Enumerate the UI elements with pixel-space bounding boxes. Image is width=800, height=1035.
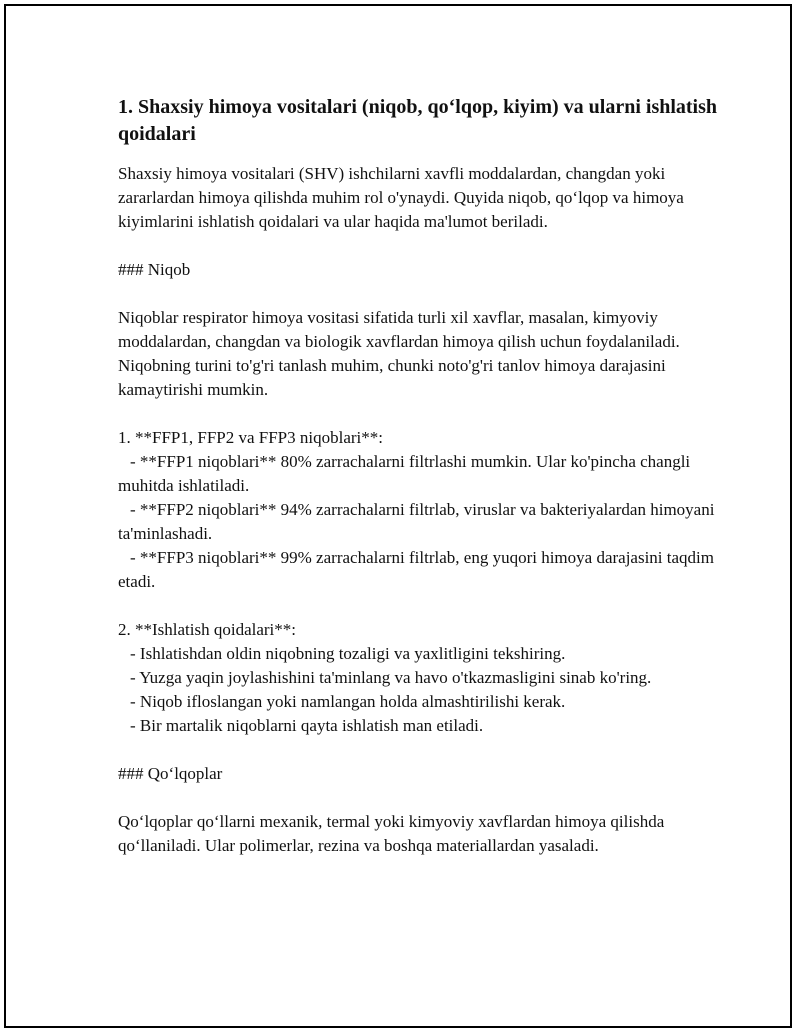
- list1-item: - **FFP1 niqoblari** 80% zarrachalarni filtrlashi mumkin. Ular ko'pincha changli muhitda ishlatiladi.: [118, 452, 691, 495]
- list2-heading: 2. **Ishlatish qoidalari**:: [118, 620, 297, 639]
- section-qolqop-heading: ### Qo‘lqoplar: [118, 764, 223, 783]
- document-title: 1. Shaxsiy himoya vositalari (niqob, qo‘lqop, kiyim) va ularni ishlatish qoidalari: [118, 96, 718, 145]
- intro-paragraph: Shaxsiy himoya vositalari (SHV) ishchilarni xavfli moddalardan, changdan yoki zararlardan himoya qilishda muhim rol o'ynaydi. Quyida niqob, qo‘lqop va himoya kiyimlarini ishlatish qoidalari va ular haqida ma'lumot beriladi.: [118, 164, 684, 231]
- list2-item: - Yuzga yaqin joylashishini ta'minlang va havo o'tkazmasligini sinab ko'ring.: [130, 668, 652, 687]
- list1-item: - **FFP3 niqoblari** 99% zarrachalarni filtrlab, eng yuqori himoya darajasini taqdim etadi.: [118, 548, 714, 591]
- list2-item: - Ishlatishdan oldin niqobning tozaligi va yaxlitligini tekshiring.: [130, 644, 566, 663]
- section-niqob-heading: ### Niqob: [118, 260, 191, 279]
- document-body: [118, 94, 718, 858]
- list1-item: - **FFP2 niqoblari** 94% zarrachalarni filtrlab, viruslar va bakteriyalardan himoyani ta'minlashadi.: [118, 500, 715, 543]
- list2-item: - Bir martalik niqoblarni qayta ishlatish man etiladi.: [130, 716, 484, 735]
- section-qolqop-paragraph: Qo‘lqoplar qo‘llarni mexanik, termal yoki kimyoviy xavflardan himoya qilishda qo‘llaniladi. Ular polimerlar, rezina va boshqa materiallardan yasaladi.: [118, 812, 665, 855]
- section-niqob-paragraph: Niqoblar respirator himoya vositasi sifatida turli xil xavflar, masalan, kimyoviy moddalardan, changdan va biologik xavflardan himoya qilish uchun foydalaniladi. Niqobning turini to'g'ri tanlash muhim, chunki noto'g'ri tanlov himoya darajasini kamaytirishi mumkin.: [118, 308, 680, 399]
- list2-item: - Niqob ifloslangan yoki namlangan holda almashtirilishi kerak.: [130, 692, 566, 711]
- list1-heading: 1. **FFP1, FFP2 va FFP3 niqoblari**:: [118, 428, 383, 447]
